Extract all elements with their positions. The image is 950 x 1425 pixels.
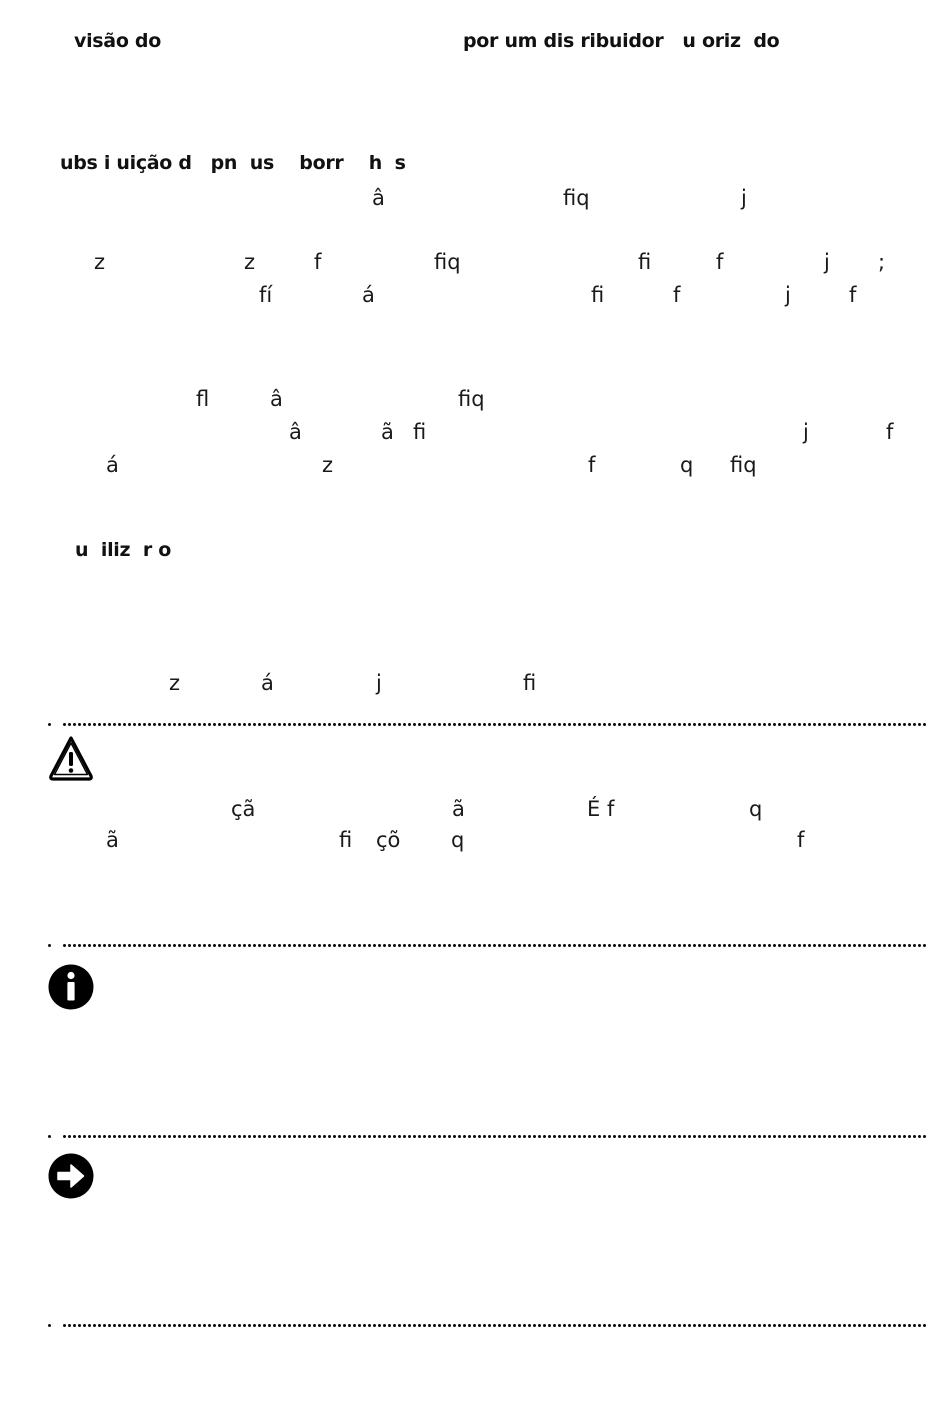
text-fragment: fi [413, 420, 427, 444]
text-fragment: j [785, 283, 791, 307]
header-left-title: visão do [74, 30, 161, 52]
text-fragment: j [824, 250, 830, 274]
header-right-title: por um dis ribuidor u oriz do [463, 30, 780, 52]
text-fragment: ã [381, 420, 394, 444]
text-fragment: fiq [730, 453, 757, 477]
text-fragment: f [886, 420, 894, 444]
text-fragment: j [376, 671, 382, 695]
text-fragment: ; [878, 250, 886, 274]
text-fragment: â [289, 420, 302, 444]
text-fragment: fiq [434, 250, 461, 274]
text-fragment: j [803, 420, 809, 444]
text-fragment: f [797, 828, 805, 852]
text-fragment: q [451, 828, 465, 852]
text-fragment: j [741, 186, 747, 210]
text-fragment: f [716, 250, 724, 274]
text-fragment: fl [196, 387, 210, 411]
dotted-separator [48, 944, 928, 948]
text-fragment: á [106, 453, 119, 477]
arrow-right-icon [47, 1152, 95, 1200]
text-fragment: f [588, 453, 596, 477]
info-icon [47, 963, 95, 1011]
dotted-separator [48, 723, 928, 727]
text-fragment: z [322, 453, 334, 477]
section-title: u iliz r o [75, 539, 172, 561]
text-fragment: z [94, 250, 106, 274]
text-fragment: çã [231, 797, 256, 821]
text-fragment: fi [339, 828, 353, 852]
dotted-separator [48, 1324, 928, 1328]
text-fragment: z [244, 250, 256, 274]
text-fragment: fi [523, 671, 537, 695]
text-fragment: z [169, 671, 181, 695]
text-fragment: f [673, 283, 681, 307]
text-fragment: f [849, 283, 857, 307]
text-fragment: á [362, 283, 375, 307]
text-fragment: q [680, 453, 694, 477]
section-title: ubs i uição d pn us borr h s [60, 152, 406, 174]
text-fragment: f [314, 250, 322, 274]
text-fragment: fi [591, 283, 605, 307]
text-fragment: ã [452, 797, 465, 821]
dotted-separator [48, 1135, 928, 1139]
text-fragment: fiq [563, 186, 590, 210]
text-fragment: fi [638, 250, 652, 274]
text-fragment: á [261, 671, 274, 695]
text-fragment: fí [259, 283, 273, 307]
text-fragment: fiq [458, 387, 485, 411]
text-fragment: q [749, 797, 763, 821]
text-fragment: çõ [376, 828, 401, 852]
text-fragment: â [270, 387, 283, 411]
text-fragment: ã [106, 828, 119, 852]
text-fragment: É f [587, 797, 615, 821]
text-fragment: â [372, 186, 385, 210]
warning-icon [47, 734, 95, 782]
